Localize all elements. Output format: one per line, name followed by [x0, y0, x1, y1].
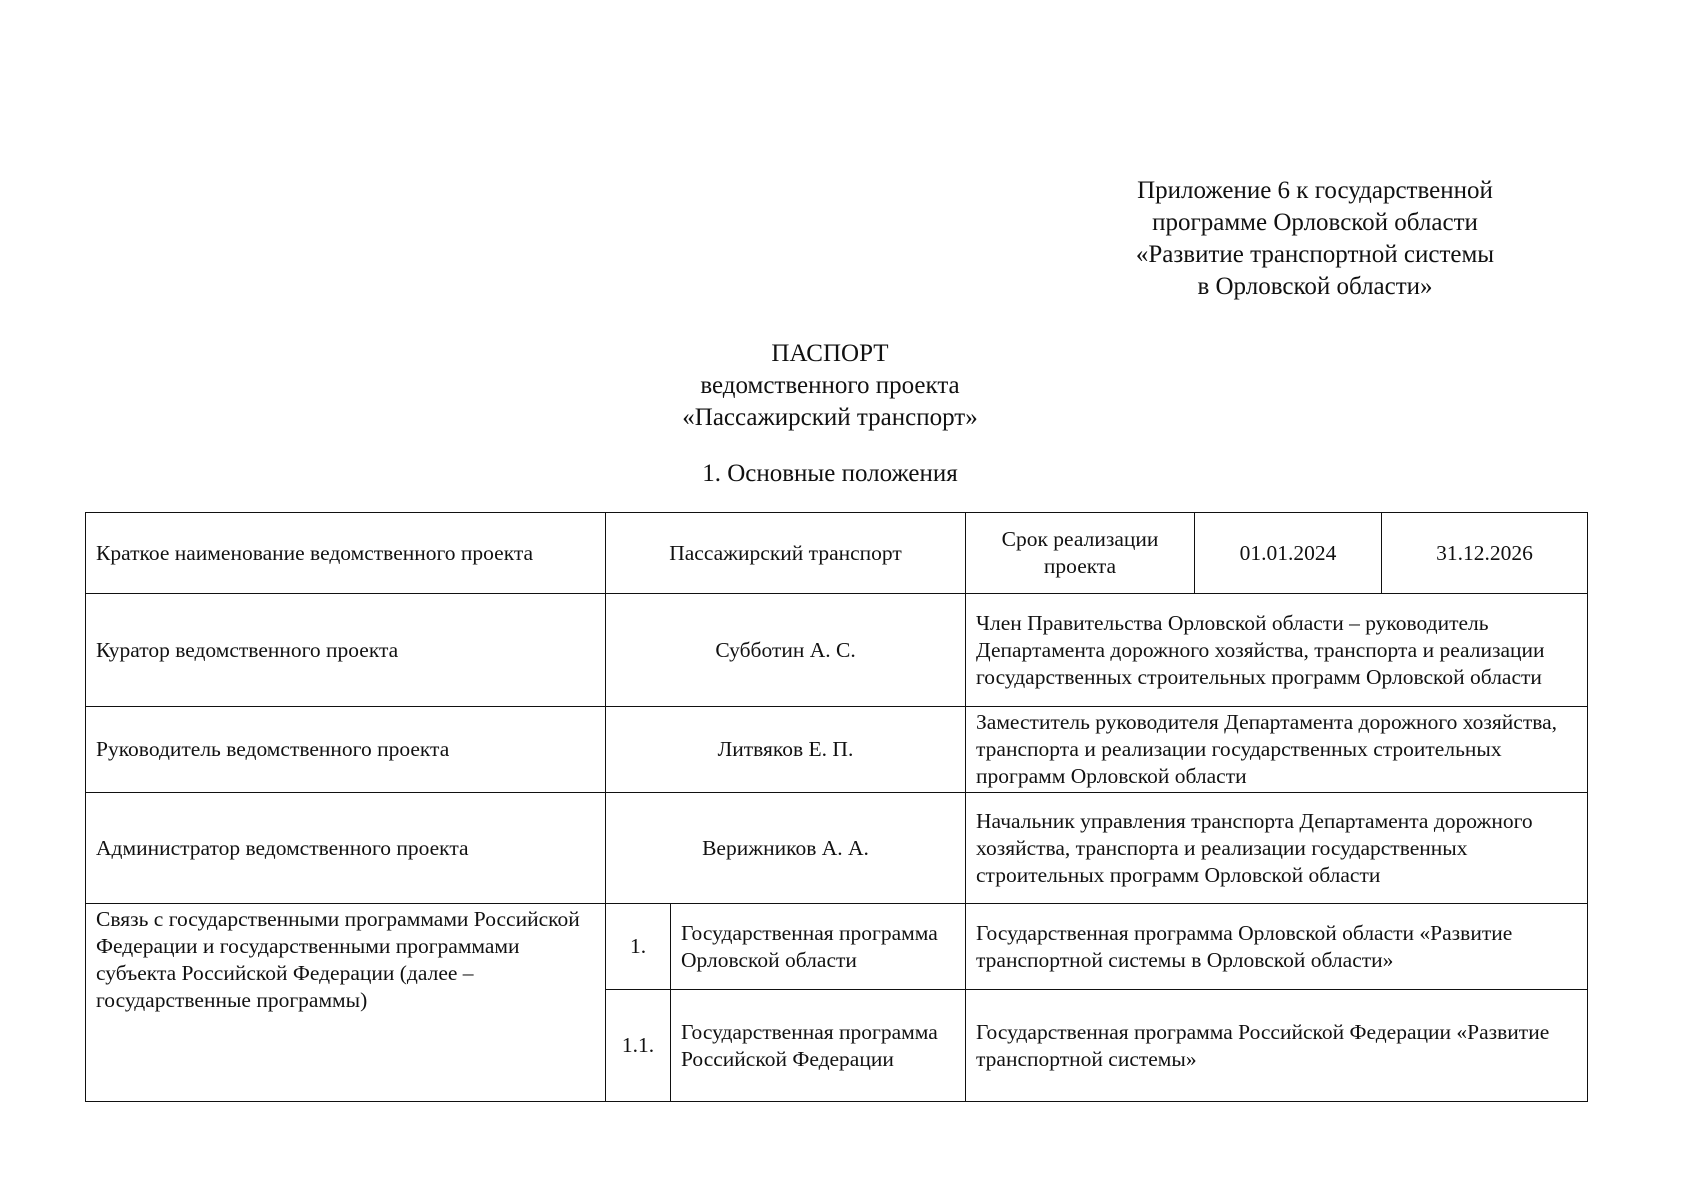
program-type: Государственная программа Орловской области — [671, 904, 966, 990]
short-name-label: Краткое наименование ведомственного проекта — [86, 513, 606, 594]
appendix-line: программе Орловской области — [1152, 209, 1478, 236]
program-name: Государственная программа Российской Федерации «Развитие транспортной системы» — [966, 990, 1588, 1102]
table-row — [86, 594, 1588, 707]
appendix-line: Приложение 6 к государственной — [1137, 177, 1493, 204]
program-number: 1. — [606, 904, 671, 990]
curator-label: Куратор ведомственного проекта — [86, 594, 606, 707]
curator-name: Субботин А. С. — [606, 594, 966, 707]
title-line: ведомственного проекта — [700, 372, 960, 399]
table-row — [86, 513, 1588, 594]
head-name: Литвяков Е. П. — [606, 707, 966, 793]
title-line: ПАСПОРТ — [771, 340, 889, 367]
curator-position: Член Правительства Орловской области – руководитель Департамента дорожного хозяйства, транспорта и реализации государственных строительных программ Орловской области — [966, 594, 1588, 707]
table-row — [86, 793, 1588, 904]
document-title — [560, 338, 1100, 434]
head-position: Заместитель руководителя Департамента дорожного хозяйства, транспорта и реализации государственных строительных программ Орловской области — [966, 707, 1588, 793]
passport-table — [85, 512, 1588, 1102]
administrator-position: Начальник управления транспорта Департамента дорожного хозяйства, транспорта и реализации государственных строительных программ Орловской области — [966, 793, 1588, 904]
title-line: «Пассажирский транспорт» — [682, 404, 978, 431]
appendix-header — [1090, 175, 1540, 303]
program-type: Государственная программа Российской Федерации — [671, 990, 966, 1102]
term-label: Срок реализации проекта — [966, 513, 1195, 594]
section-heading: 1. Основные положения — [702, 460, 958, 487]
appendix-line: «Развитие транспортной системы — [1135, 241, 1495, 268]
program-name: Государственная программа Орловской области «Развитие транспортной системы в Орловской области» — [966, 904, 1588, 990]
administrator-label: Администратор ведомственного проекта — [86, 793, 606, 904]
administrator-name: Верижников А. А. — [606, 793, 966, 904]
table-row — [86, 707, 1588, 793]
appendix-line: в Орловской области» — [1197, 273, 1433, 300]
programs-label: Связь с государственными программами Российской Федерации и государственными программами субъекта Российской Федерации (далее – государственные программы) — [86, 904, 606, 1102]
head-label: Руководитель ведомственного проекта — [86, 707, 606, 793]
table-row — [86, 904, 1588, 990]
program-number: 1.1. — [606, 990, 671, 1102]
end-date: 31.12.2026 — [1382, 513, 1588, 594]
start-date: 01.01.2024 — [1195, 513, 1382, 594]
short-name-value: Пассажирский транспорт — [606, 513, 966, 594]
